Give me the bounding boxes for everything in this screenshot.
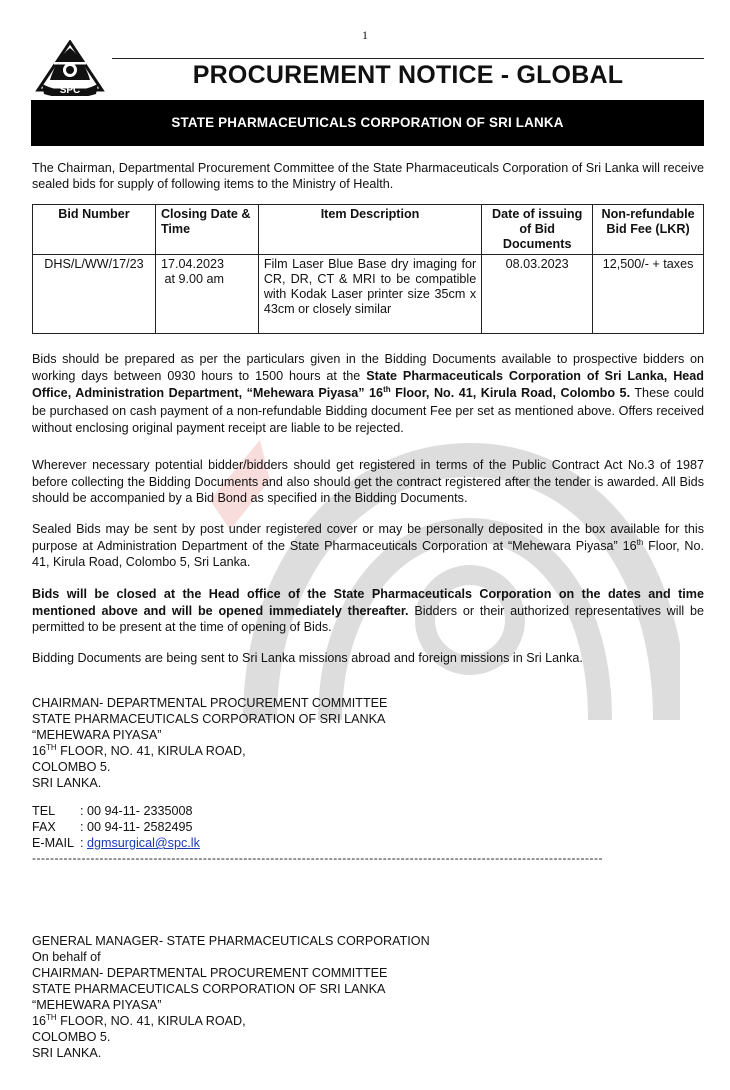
cell-bid-fee: 12,500/- + taxes xyxy=(593,255,704,334)
organization-banner xyxy=(31,100,704,146)
organization-name: STATE PHARMACEUTICALS CORPORATION OF SRI LANKA xyxy=(171,115,564,131)
chairman-address: CHAIRMAN- DEPARTMENTAL PROCUREMENT COMMITTEE STATE PHARMACEUTICALS CORPORATION OF SRI LANKA “MEHEWARA PIYASA” 16TH FLOOR, NO. 41, KIRULA ROAD, COLOMBO 5. SRI LANKA. xyxy=(32,696,388,790)
header-issue-date: Date of issuing of Bid Documents xyxy=(482,205,593,255)
fax-line: FAX : 00 94-11- 2582495 xyxy=(32,820,193,834)
header-bid-number: Bid Number xyxy=(33,205,156,255)
cell-issue-date: 08.03.2023 xyxy=(482,255,593,334)
registration-paragraph: Wherever necessary potential bidder/bidders should get registered in terms of the Public Contract Act No.3 of 1987 before collecting the Bidding Documents and also should get the contract registered after the tender is awarded. All Bids should be accompanied by a Bid Bond as specified in the Bidding Documents. xyxy=(32,458,704,506)
spc-logo xyxy=(34,40,106,96)
email-line: E-MAIL : dgmsurgical@spc.lk xyxy=(32,836,200,850)
divider-line: ------------------------------------------------------------------------------------------------------------------------------- xyxy=(32,851,604,865)
header-closing-date: Closing Date & Time xyxy=(155,205,258,255)
bid-table xyxy=(32,204,704,334)
intro-paragraph: The Chairman, Departmental Procurement Committee of the State Pharmaceuticals Corporation of Sri Lanka will receive sealed bids for supply of following items to the Ministry of Health. xyxy=(32,161,704,191)
cell-bid-number: DHS/L/WW/17/23 xyxy=(33,255,156,334)
tel-line: TEL : 00 94-11- 2335008 xyxy=(32,804,193,818)
cell-closing-date xyxy=(155,255,258,334)
table-header-row xyxy=(33,205,704,255)
bidding-documents-paragraph: Bids should be prepared as per the particulars given in the Bidding Documents available to prospective bidders on working days between 0930 hours to 1500 hours at the State Pharmaceuticals Corporation of Sri Lanka, Head Office, Administration Department, “Mehewara Piyasa” 16th Floor, No. 41, Kirula Road, Colombo 5. These could be purchased on cash payment of a non-refundable Bidding document Fee per set as mentioned above. Offers received without enclosing original payment receipt are liable to be rejected. xyxy=(32,352,704,435)
submission-paragraph: Sealed Bids may be sent by post under registered cover or may be personally deposited in the box available for this purpose at Administration Department of the State Pharmaceuticals Corporation at “Mehewara Piyasa” 16th Floor, No. 41, Kirula Road, Colombo 5, Sri Lanka. xyxy=(32,522,705,570)
header-item-description: Item Description xyxy=(258,205,481,255)
closing-date: 17.04.2023 xyxy=(160,257,224,271)
notice-title: PROCUREMENT NOTICE - GLOBAL xyxy=(192,61,624,89)
header-bid-fee: Non-refundable Bid Fee (LKR) xyxy=(593,205,704,255)
title-rule xyxy=(112,58,704,59)
closing-time: at 9.00 am xyxy=(164,272,224,286)
page-number: 1 xyxy=(362,28,368,42)
logo-text: SPC xyxy=(59,85,81,96)
email-link[interactable]: dgmsurgical@spc.lk xyxy=(87,836,200,850)
table-row xyxy=(33,255,704,334)
general-manager-address: GENERAL MANAGER- STATE PHARMACEUTICALS CORPORATION On behalf of CHAIRMAN- DEPARTMENTAL PROCUREMENT COMMITTEE STATE PHARMACEUTICALS CORPORATION OF SRI LANKA “MEHEWARA PIYASA” 16TH FLOOR, NO. 41, KIRULA ROAD, COLOMBO 5. SRI LANKA. xyxy=(32,934,430,1060)
contact-details xyxy=(32,803,200,851)
closing-paragraph: Bids will be closed at the Head office of the State Pharmaceuticals Corporation on the dates and time mentioned above and will be opened immediately thereafter. Bidders or their authorized representatives will be permitted to be present at the time of opening of Bids. xyxy=(32,587,704,635)
missions-paragraph: Bidding Documents are being sent to Sri Lanka missions abroad and foreign missions in Sri Lanka. xyxy=(32,651,583,665)
cell-item-description: Film Laser Blue Base dry imaging for CR, DR, CT & MRI to be compatible with Kodak Laser printer size 35cm x 43cm or closely similar xyxy=(258,255,481,334)
